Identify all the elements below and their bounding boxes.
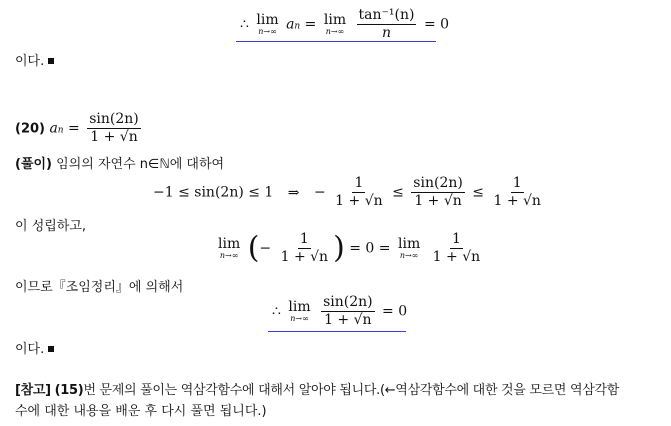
note-label: [참고] (15, 383, 51, 398)
end-of-proof-icon (48, 58, 54, 64)
equation-underline (236, 41, 436, 42)
equation-squeeze: lim n→∞ (− $\frac{1}{1 + √n}$ ) = 0 = lim n→∞ $\frac{1}{1 + √n}$ (218, 230, 481, 266)
inequality: −1 ≤ sin(2n) ≤ 1 ⇒ − $\frac{1}{1 + √n}$ ≤ $\frac{\sin(2n)}{1 + √n}$ ≤ $\frac{1}{1 + √n}$ (153, 175, 541, 209)
limit-operator-2: lim n→∞ (323, 12, 347, 36)
equation-limit-tan: ∴ lim n→∞ an = lim n→∞ $\frac{\text{tan⁻¹(n)}}{n}$ = 0 (240, 7, 450, 41)
problem-number: (20) (15, 121, 45, 137)
end-of-proof-icon (48, 346, 54, 352)
equation-conclusion: ∴ lim n→∞ $\frac{\sin(2n)}{1 + √n}$ = 0 (272, 294, 408, 328)
tan-fraction: $\frac{\text{tan⁻¹(n)}}{n}$ (358, 7, 415, 41)
problem-statement: (20) an = $\frac{\sin(2n)}{1 + √n}$ (15, 111, 139, 145)
solution-label: (풀이) (15, 157, 52, 172)
therefore-symbol: ∴ (240, 16, 249, 33)
problem-fraction: $\frac{\sin(2n)}{1 + √n}$ (89, 111, 139, 145)
note-paragraph: [참고] (15)번 문제의 풀이는 역삼각함수에 대해서 알아야 됩니다.(←역삼각함수에 대한 것을 모르면 역삼각함 수에 대한 내용을 배운 후 다시 풀면 됩니다.) (15, 383, 620, 419)
solution-intro: (풀이) 임의의 자연수 n∈ℕ에 대하여 (15, 157, 225, 172)
limit-operator: lim n→∞ (256, 12, 279, 36)
text-line: 이다. (15, 50, 54, 69)
text-line: 이다. (15, 338, 54, 357)
text-line: 이므로『조임정리』에 의해서 (15, 280, 184, 295)
note-ref: (15) (54, 383, 84, 398)
equation-underline (268, 331, 406, 332)
text-line: 이 성립하고, (15, 219, 87, 234)
